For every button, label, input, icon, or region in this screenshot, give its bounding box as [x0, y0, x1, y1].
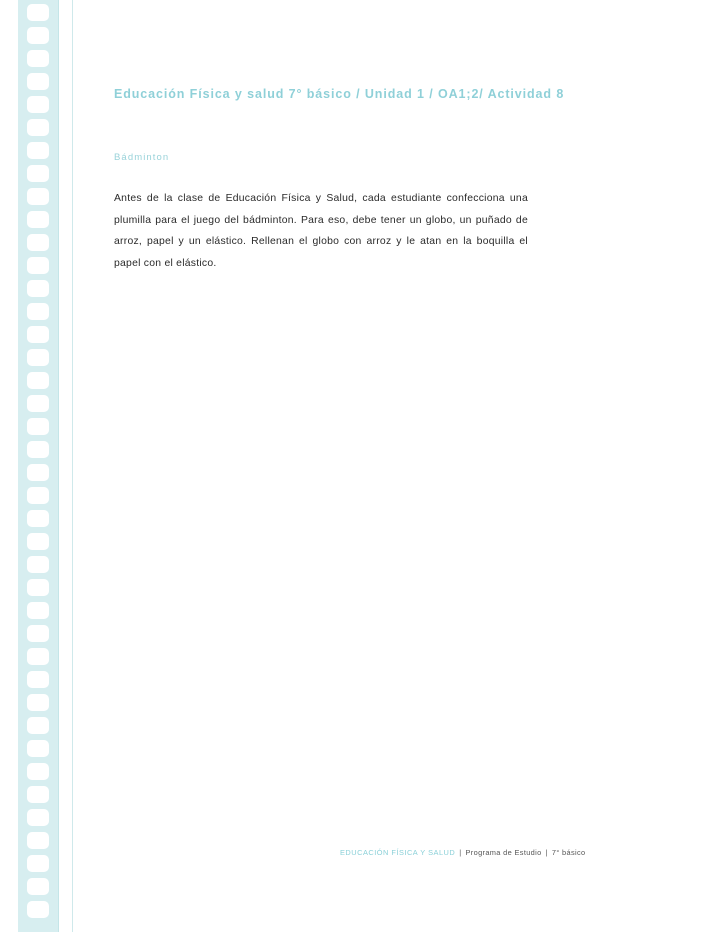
- band-dot: [27, 27, 49, 44]
- decorative-left-band: [0, 0, 72, 932]
- band-dot: [27, 4, 49, 21]
- band-dot: [27, 809, 49, 826]
- band-dot: [27, 786, 49, 803]
- band-dot: [27, 602, 49, 619]
- band-dot: [27, 441, 49, 458]
- band-dot: [27, 579, 49, 596]
- band-dot: [27, 257, 49, 274]
- band-dot: [27, 372, 49, 389]
- band-dot: [27, 211, 49, 228]
- band-dot: [27, 510, 49, 527]
- band-dot: [27, 648, 49, 665]
- band-dot: [27, 73, 49, 90]
- band-dot: [27, 395, 49, 412]
- band-dot: [27, 188, 49, 205]
- band-outer-rule: [72, 0, 73, 932]
- band-dot-pattern: [18, 0, 58, 932]
- band-dot: [27, 671, 49, 688]
- band-inner-rule: [58, 0, 59, 932]
- band-dot: [27, 119, 49, 136]
- band-dot: [27, 303, 49, 320]
- band-dot: [27, 740, 49, 757]
- band-dot: [27, 50, 49, 67]
- band-dot: [27, 280, 49, 297]
- footer-level: 7° básico: [551, 848, 586, 857]
- band-dot: [27, 763, 49, 780]
- band-dot: [27, 694, 49, 711]
- band-dot: [27, 464, 49, 481]
- band-dot: [27, 855, 49, 872]
- band-dot: [27, 349, 49, 366]
- footer-separator-1: |: [459, 848, 462, 857]
- band-dot: [27, 234, 49, 251]
- band-dot: [27, 901, 49, 918]
- band-dot: [27, 556, 49, 573]
- activity-body-text: Antes de la clase de Educación Física y Salud, cada estudiante confecciona una plumilla para el juego del bádminton. Para eso, debe tener un globo, un puñado de arroz, papel y un elástico. Rellenan el globo con arroz y le atan en la boquilla el papel con el elástico.: [114, 193, 528, 269]
- band-dot: [27, 142, 49, 159]
- band-dot: [27, 487, 49, 504]
- page-content: [114, 0, 644, 932]
- band-dot: [27, 832, 49, 849]
- band-dot: [27, 96, 49, 113]
- footer-separator-2: |: [545, 848, 548, 857]
- band-dot: [27, 533, 49, 550]
- footer-program: Programa de Estudio: [465, 848, 542, 857]
- breadcrumb: Educación Física y salud 7° básico / Unidad 1 / OA1;2/ Actividad 8: [114, 87, 565, 101]
- footer-subject: EDUCACIÓN FÍSICA Y SALUD: [340, 848, 456, 857]
- page-title: Bádminton: [114, 152, 170, 163]
- band-dot: [27, 878, 49, 895]
- band-dot: [27, 717, 49, 734]
- band-dot: [27, 418, 49, 435]
- band-dot: [27, 625, 49, 642]
- band-dot: [27, 326, 49, 343]
- page-footer: [340, 848, 644, 857]
- band-dot: [27, 165, 49, 182]
